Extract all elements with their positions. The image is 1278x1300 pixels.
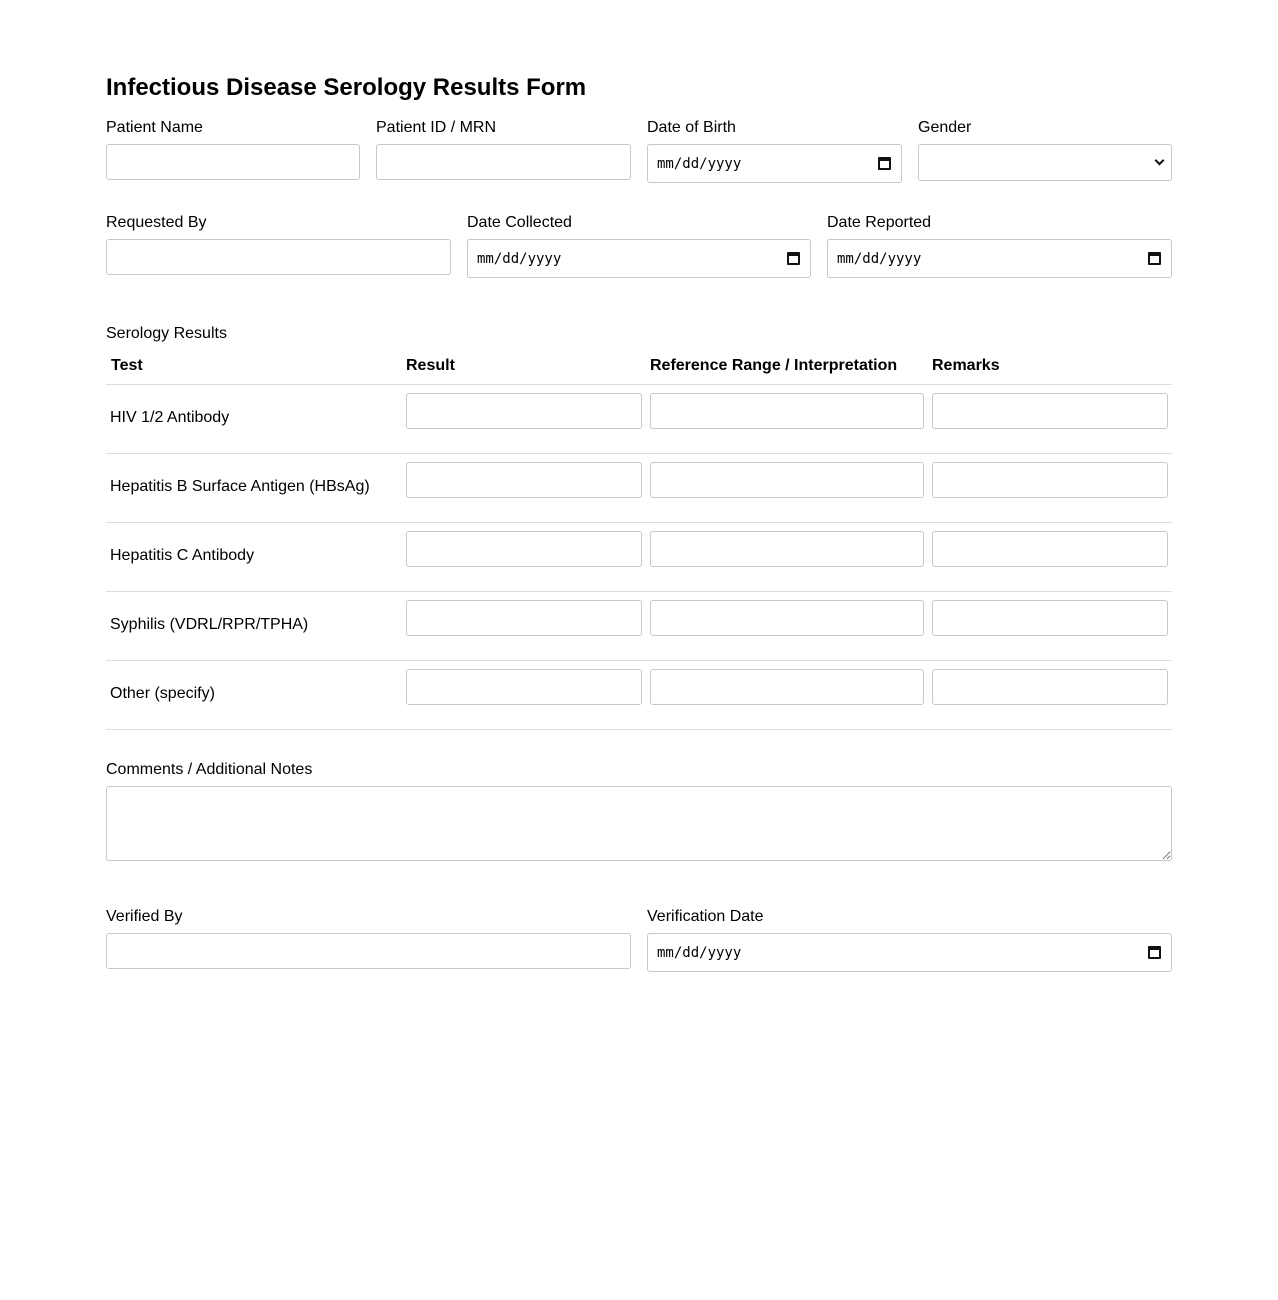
row-divider: [106, 591, 1172, 592]
gender-select[interactable]: [918, 144, 1172, 181]
row-divider: [106, 453, 1172, 454]
patient-id-label: Patient ID / MRN: [376, 119, 497, 136]
remarks-input[interactable]: [932, 531, 1168, 567]
verified-by-input[interactable]: [106, 933, 631, 969]
table-divider: [106, 384, 1172, 385]
date-reported-label: Date Reported: [827, 214, 932, 231]
requested-by-label: Requested By: [106, 214, 207, 231]
calendar-icon[interactable]: [1148, 252, 1161, 265]
calendar-icon[interactable]: [787, 252, 800, 265]
verification-date-input[interactable]: [647, 933, 1172, 972]
page-title: Infectious Disease Serology Results Form: [106, 74, 587, 101]
reference-input[interactable]: [650, 669, 924, 705]
date-placeholder: mm/dd/yyyy: [657, 155, 742, 172]
date-collected-label: Date Collected: [467, 214, 572, 231]
serology-section-label: Serology Results: [106, 325, 227, 342]
chevron-down-icon: [1155, 156, 1165, 166]
reference-input[interactable]: [650, 462, 924, 498]
verification-date-label: Verification Date: [647, 908, 764, 925]
remarks-input[interactable]: [932, 669, 1168, 705]
column-header-remarks: Remarks: [932, 357, 1000, 374]
date-collected-input[interactable]: [467, 239, 811, 278]
result-input[interactable]: [406, 393, 642, 429]
date-placeholder: mm/dd/yyyy: [477, 250, 562, 267]
patient-id-input[interactable]: [376, 144, 631, 180]
comments-label: Comments / Additional Notes: [106, 761, 313, 778]
date-placeholder: mm/dd/yyyy: [837, 250, 922, 267]
test-name: Hepatitis C Antibody: [110, 547, 255, 564]
row-divider: [106, 660, 1172, 661]
reference-input[interactable]: [650, 393, 924, 429]
gender-label: Gender: [918, 119, 972, 136]
remarks-input[interactable]: [932, 462, 1168, 498]
column-header-test: Test: [111, 357, 143, 374]
reference-input[interactable]: [650, 531, 924, 567]
calendar-icon[interactable]: [878, 157, 891, 170]
test-name: Syphilis (VDRL/RPR/TPHA): [110, 616, 309, 633]
date-reported-input[interactable]: [827, 239, 1172, 278]
result-input[interactable]: [406, 600, 642, 636]
patient-name-label: Patient Name: [106, 119, 203, 136]
test-name: HIV 1/2 Antibody: [110, 409, 230, 426]
test-name: Hepatitis B Surface Antigen (HBsAg): [110, 478, 370, 495]
reference-input[interactable]: [650, 600, 924, 636]
calendar-icon[interactable]: [1148, 946, 1161, 959]
result-input[interactable]: [406, 462, 642, 498]
date-of-birth-label: Date of Birth: [647, 119, 736, 136]
row-divider: [106, 729, 1172, 730]
comments-textarea[interactable]: [106, 786, 1172, 861]
verified-by-label: Verified By: [106, 908, 183, 925]
result-input[interactable]: [406, 531, 642, 567]
column-header-reference: Reference Range / Interpretation: [650, 357, 898, 374]
patient-name-input[interactable]: [106, 144, 360, 180]
remarks-input[interactable]: [932, 600, 1168, 636]
date-placeholder: mm/dd/yyyy: [657, 944, 742, 961]
remarks-input[interactable]: [932, 393, 1168, 429]
result-input[interactable]: [406, 669, 642, 705]
requested-by-input[interactable]: [106, 239, 451, 275]
date-of-birth-input[interactable]: [647, 144, 902, 183]
test-name: Other (specify): [110, 685, 215, 702]
column-header-result: Result: [406, 357, 455, 374]
row-divider: [106, 522, 1172, 523]
